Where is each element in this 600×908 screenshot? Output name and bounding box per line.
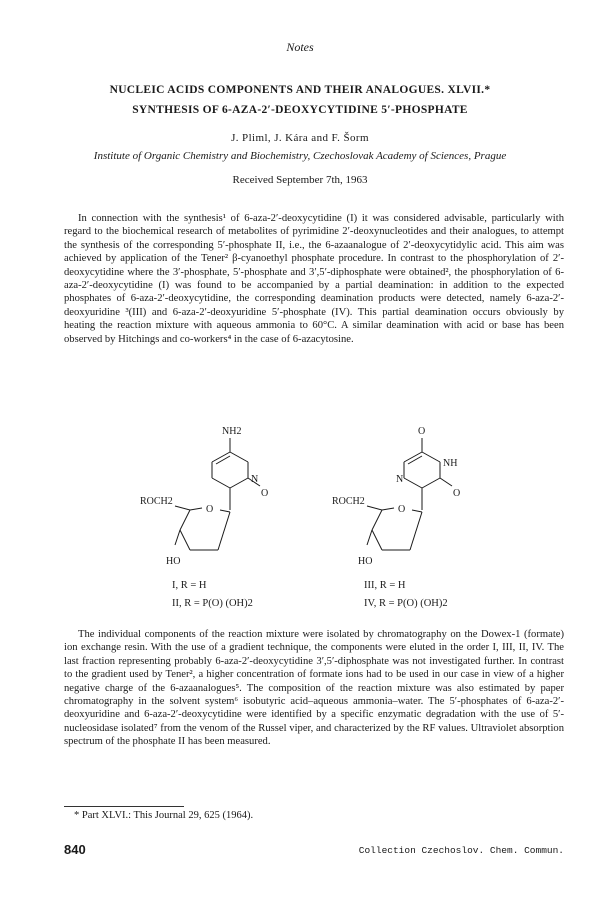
right-substituent: O [418, 426, 426, 437]
chemical-structures-figure [120, 420, 480, 620]
article-title [40, 80, 560, 120]
received-date: Received September 7th, 1963 [232, 174, 368, 186]
left-atom-o: O [261, 488, 269, 499]
left-substituent: NH2 [222, 426, 242, 437]
left-atom-n: N [251, 474, 259, 485]
footnote-rule [64, 806, 184, 807]
structure-right-labels [332, 426, 460, 609]
left-caption-2: II, R = P(O) (OH)2 [172, 598, 253, 609]
right-caption-1: III, R = H [364, 580, 406, 591]
footnote: * Part XLVI.: This Journal 29, 625 (1964). [74, 810, 254, 821]
journal-name: Collection Czechoslov. Chem. Commun. [358, 845, 564, 856]
right-atom-n: N [396, 474, 404, 485]
right-caption-2: IV, R = P(O) (OH)2 [364, 598, 448, 609]
structure-right [367, 438, 452, 550]
paragraph-2: The individual components of the reaction mixture were isolated by chromatography on the Dowex-1 (formate) ion exchange resin. With the use of a gradient technique, the components were eluted in the order I, III, II, IV. The last fraction representing probably 6-aza-2′-deoxycytidine 3′,5′-diphosphate was not investigated further. In contrast to the gradient used by Tener², a higher concentration of formate ions had to be used in our case in view of a higher negative charge of the 6-azaanalogues⁵. The composition of the reaction mixture was also estimated by paper chromatography in the solvent system⁶ isobutyric acid–aqueous ammonia–water. The 5′-phosphates of 6-aza-2′-deoxyuridine and 6-aza-2′-deoxycytidine were identified by a specific enzymatic degradation with the use of 5′-nucleosidase isolated⁷ from the venom of the Russel viper, and characterized by the RF values. Ultraviolet absorption spectrum of the phosphate II has been measured. [64, 629, 564, 748]
title-line-1: NUCLEIC ACIDS COMPONENTS AND THEIR ANALOGUES. XLVII.* [109, 84, 491, 96]
left-ho: HO [166, 556, 181, 567]
left-ring-o: O [206, 504, 214, 515]
authors: J. Pliml, J. Kára and F. Šorm [231, 132, 369, 144]
left-caption-1: I, R = H [172, 580, 207, 591]
structure-left-labels [140, 426, 268, 609]
left-roch2: ROCH2 [140, 496, 173, 507]
paragraph-1: In connection with the synthesis¹ of 6-aza-2′-deoxycytidine (I) it was considered advisable, particularly with regard to the biochemical research of metabolites of pyrimidine 2′-deoxynucleotides and their analogues, to attempt the synthesis of the corresponding 5′-phosphate II, i.e., the 6-azaanalogue of 2′-deoxycytidylic acid. This aim was achieved by application of the Tener² β-cyanoethyl phosphate procedure. In contrast to the phosphorylation of 2′-deoxycytidine where the 3′-phosphate, 5′-phosphate and 3′,5′-diphosphate were obtained², the phosphorylation of 6-aza-2′-deoxycytidine (I) was found to be accompanied by a partial deamination: in addition to the expected phosphates of 6-aza-2′-deoxycytidine, the corresponding deamination products were detected, namely 6-aza-2′-deoxyuridine ³(III) and 6-aza-2′-deoxyuridine 5′-phosphate (IV). This partial deamination occurs obviously by heating the reaction mixture with aqueous ammonia to 60°C. A similar deamination with acid or base has been observed by Hitchings and co-workers⁴ in the case of 6-azacytosine. [64, 213, 564, 345]
page-number: 840 [64, 842, 86, 857]
right-ho: HO [358, 556, 373, 567]
running-title: Notes [286, 40, 314, 54]
structure-left [175, 438, 260, 550]
institute: Institute of Organic Chemistry and Biochemistry, Czechoslovak Academy of Sciences, Prague [93, 150, 507, 162]
right-atom-nh: NH [443, 458, 458, 469]
title-line-2: SYNTHESIS OF 6-AZA-2′-DEOXYCYTIDINE 5′-PHOSPHATE [132, 104, 468, 116]
right-ring-o: O [398, 504, 406, 515]
right-atom-o: O [453, 488, 461, 499]
right-roch2: ROCH2 [332, 496, 365, 507]
